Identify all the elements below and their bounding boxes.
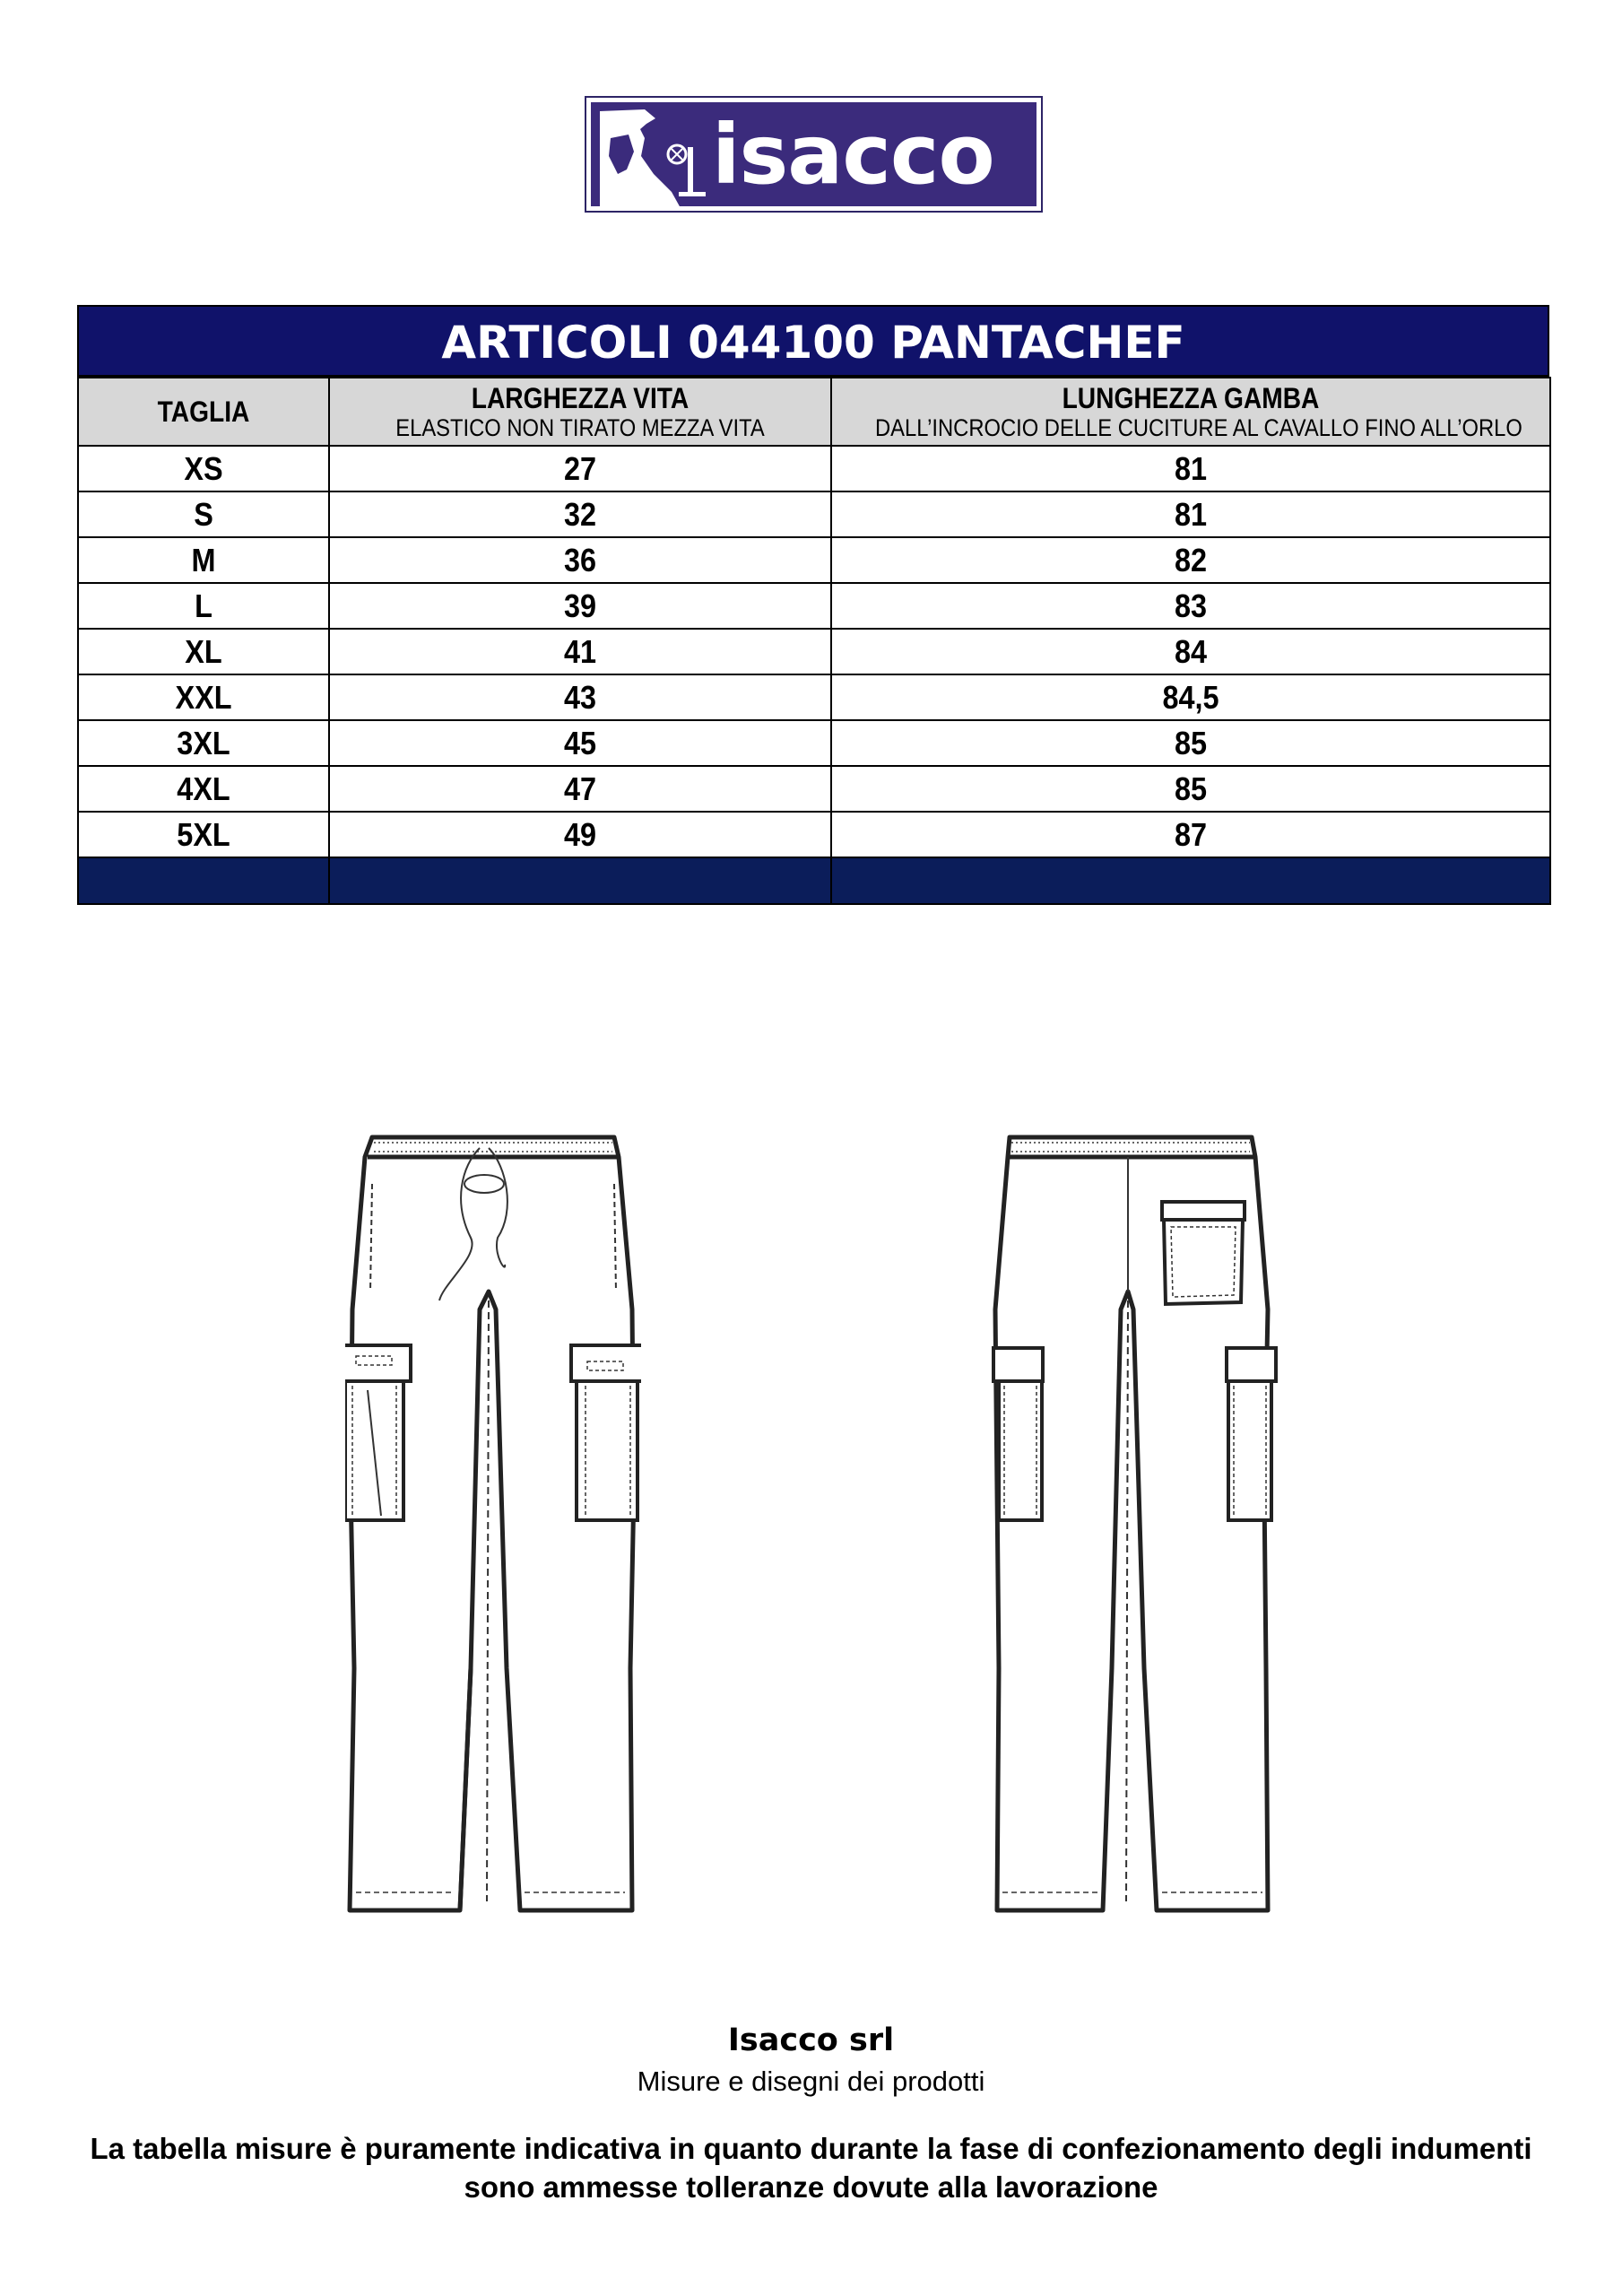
- table-row: [78, 583, 1550, 629]
- waist-cell: 45: [563, 725, 597, 761]
- size-cell: L: [195, 587, 213, 624]
- size-cell: XXL: [175, 679, 232, 716]
- leg-cell: 83: [1174, 587, 1208, 624]
- chef-mascot-icon: [591, 102, 707, 208]
- table-row: [78, 537, 1550, 583]
- table-row: [78, 629, 1550, 674]
- table-row: [78, 766, 1550, 812]
- size-cell: S: [194, 496, 213, 533]
- waist-cell: 43: [563, 679, 597, 716]
- waist-cell: 41: [563, 633, 597, 670]
- table-row: [78, 674, 1550, 720]
- size-grid: [77, 377, 1551, 905]
- waist-cell: 47: [563, 770, 597, 807]
- table-row: [78, 720, 1550, 766]
- leg-cell: 87: [1174, 816, 1208, 853]
- waist-cell: 49: [563, 816, 597, 853]
- front-view-pants-icon: [345, 1130, 641, 1919]
- leg-cell: 85: [1174, 770, 1208, 807]
- leg-cell: 81: [1174, 496, 1208, 533]
- isacco-logo: [585, 96, 1043, 213]
- header-waist: LARGHEZZA VITA ELASTICO NON TIRATO MEZZA VITA: [329, 378, 831, 446]
- leg-cell: 84,5: [1162, 679, 1219, 716]
- waist-cell: 27: [563, 450, 597, 487]
- disclaimer-line-2: sono ammesse tolleranze dovute alla lavorazione: [464, 2170, 1158, 2204]
- footer-subtitle: Misure e disegni dei prodotti: [637, 2066, 985, 2097]
- size-table: [77, 305, 1549, 905]
- table-row: [78, 812, 1550, 857]
- size-cell: 4XL: [177, 770, 230, 807]
- logo-background: [591, 102, 1037, 206]
- table-title: ARTICOLI 044100 PANTACHEF: [77, 305, 1549, 377]
- table-footer-bar: [78, 857, 1550, 904]
- size-cell: XS: [184, 450, 223, 487]
- waist-cell: 39: [563, 587, 597, 624]
- size-cell: 5XL: [177, 816, 230, 853]
- header-row: [78, 378, 1550, 446]
- leg-cell: 81: [1174, 450, 1208, 487]
- company-name: Isacco srl: [727, 2022, 895, 2058]
- disclaimer: [0, 2129, 1622, 2206]
- table-row: [78, 491, 1550, 537]
- leg-cell: 84: [1174, 633, 1208, 670]
- disclaimer-line-1: La tabella misure è puramente indicativa in quanto durante la fase di confezionamento degli indumenti: [90, 2132, 1532, 2165]
- size-cell: M: [191, 542, 216, 578]
- size-cell: XL: [185, 633, 222, 670]
- header-leg-length: LUNGHEZZA GAMBA DALL’INCROCIO DELLE CUCITURE AL CAVALLO FINO ALL’ORLO: [831, 378, 1550, 446]
- waist-cell: 36: [563, 542, 597, 578]
- leg-cell: 85: [1174, 725, 1208, 761]
- size-cell: 3XL: [177, 725, 230, 761]
- back-view-pants-icon: [986, 1130, 1282, 1919]
- leg-cell: 82: [1174, 542, 1208, 578]
- brand-text: isacco: [712, 107, 994, 203]
- waist-cell: 32: [563, 496, 597, 533]
- table-row: [78, 446, 1550, 491]
- header-size: TAGLIA: [78, 378, 329, 446]
